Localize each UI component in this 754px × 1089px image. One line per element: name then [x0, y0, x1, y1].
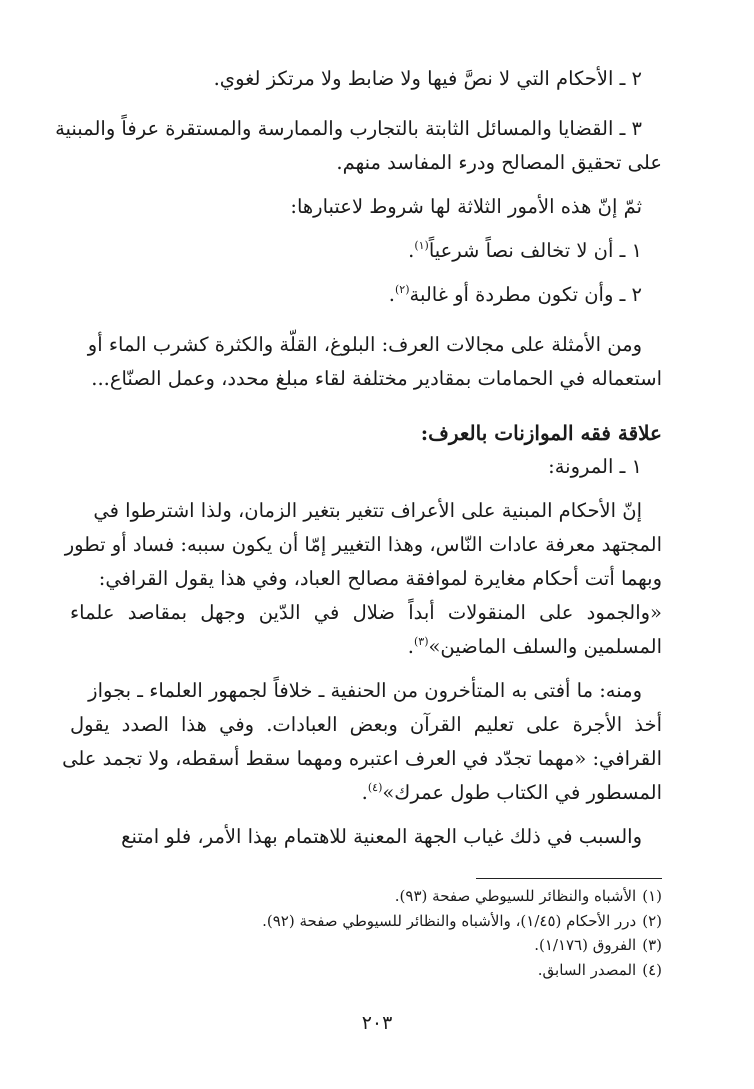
footnote-ref: (٤): [367, 781, 383, 794]
paragraph-line: ثمّ إنّ هذه الأمور الثلاثة لها شروط لاعتبارها:: [290, 195, 642, 218]
footnote-text: الفروق (١/١٧٦).: [534, 936, 637, 954]
punctuation: .: [388, 283, 395, 306]
footnotes: [70, 884, 662, 982]
page-number: ٢٠٣: [361, 1012, 393, 1034]
quote-end: المسلمين والسلف الماضين»: [428, 635, 662, 658]
paragraph-line: وبهما أتت أحكام مغايرة لموافقة مصالح العباد، وفي هذا يقول القرافي:: [98, 567, 662, 590]
paragraph-line: إنّ الأحكام المبنية على الأعراف تتغير بتغير الزمان، ولذا اشترطوا في: [93, 499, 642, 522]
footnote-text: الأشباه والنظائر للسيوطي صفحة (٩٣).: [394, 887, 637, 905]
footnote-ref: (٢): [394, 283, 410, 296]
condition-text: ١ ـ أن لا تخالف نصاً شرعياً: [428, 239, 642, 262]
paragraph-line: والسبب في ذلك غياب الجهة المعنية للاهتمام بهذا الأمر، فلو امتنع: [121, 825, 642, 848]
punctuation: .: [361, 781, 368, 804]
condition-text: ٢ ـ وأن تكون مطردة أو غالبة: [409, 283, 642, 306]
footnote-number: (٣): [642, 936, 662, 954]
footnote: [70, 933, 662, 958]
condition-item: [70, 278, 662, 312]
footnote: [70, 909, 662, 934]
paragraph-line: ٣ ـ القضايا والمسائل الثابتة بالتجارب والممارسة والمستقرة عرفاً والمبنية: [55, 117, 642, 140]
footnote-ref: (٣): [413, 635, 429, 648]
footnote-text: درر الأحكام (١/٤٥)، والأشباه والنظائر للسيوطي صفحة (٩٢).: [262, 911, 637, 930]
quote-end: المسطور في الكتاب طول عمرك»: [382, 781, 662, 804]
paragraph-line: المجتهد معرفة عادات النّاس، وهذا التغيير إمّا أن يكون سببه: فساد أو تطور: [64, 533, 662, 556]
condition-item: [70, 234, 662, 268]
paragraph-line: على تحقيق المصالح ودرء المفاسد منهم.: [336, 151, 662, 174]
paragraph-line: ومن الأمثلة على مجالات العرف: البلوغ، القلّة والكثرة كشرب الماء أو: [87, 333, 642, 356]
paragraph-line: [70, 776, 662, 810]
punctuation: .: [408, 239, 415, 262]
paragraph-line: أخذ الأجرة على تعليم القرآن وبعض العبادات. وفي هذا الصدد يقول: [70, 713, 662, 736]
footnote: [70, 958, 662, 983]
paragraph-line: ومنه: ما أفتى به المتأخرون من الحنفية ـ خلافاً لجمهور العلماء ـ بجواز: [88, 679, 642, 702]
section-heading: علاقة فقه الموازنات بالعرف:: [420, 421, 662, 445]
footnote-number: (٢): [642, 911, 662, 930]
paragraph-line: ٢ ـ الأحكام التي لا نصَّ فيها ولا ضابط ولا مرتكز لغوي.: [213, 67, 642, 90]
punctuation: .: [407, 635, 414, 658]
page-body: [55, 62, 662, 854]
footnote: [70, 884, 662, 909]
subheading: ١ ـ المرونة:: [548, 455, 642, 478]
paragraph-line: «والجمود على المنقولات أبداً ضلال في الدّين وجهل بمقاصد علماء: [70, 601, 662, 624]
paragraph-line: استعماله في الحمامات بمقادير مختلفة لقاء مبلغ محدد، وعمل الصنّاع...: [91, 367, 662, 390]
footnote-number: (١): [642, 887, 662, 905]
paragraph-line: [70, 630, 662, 664]
paragraph-line: القرافي: «مهما تجدّد في العرف اعتبره ومهما سقط أسقطه، ولا تجمد على: [62, 747, 662, 770]
footnote-divider: [476, 878, 662, 879]
footnote-number: (٤): [642, 960, 662, 979]
footnote-text: المصدر السابق.: [537, 960, 637, 979]
footnote-ref: (١): [414, 239, 429, 252]
